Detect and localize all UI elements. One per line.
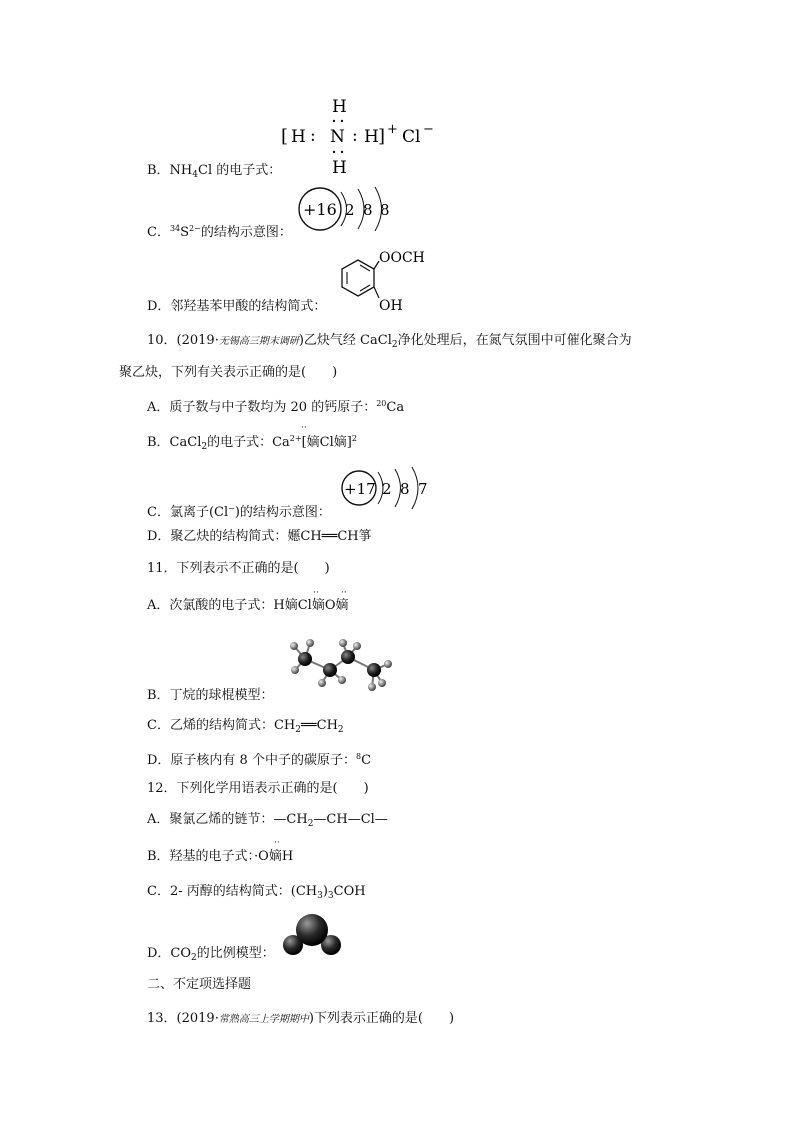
- cl-ion: Cl: [402, 127, 421, 147]
- q12-option-a: A．聚氯乙烯的链节：$—CH_2—CH—Cl—$: [147, 812, 388, 829]
- shell-2: 8: [400, 480, 410, 498]
- q12-option-c: C．2- 丙醇的结构简式：$(CH_3)_3COH$: [147, 884, 366, 901]
- q11-stem: 11．下列表示不正确的是( ): [147, 561, 330, 576]
- h-top: H: [332, 97, 347, 117]
- hydrogen-atom: [290, 642, 298, 650]
- hydrogen-atom: [338, 676, 346, 684]
- shell-1: 2: [382, 480, 392, 498]
- carbon-atom: [298, 652, 312, 666]
- q9-option-b: B．$NH_4Cl$ 的电子式：: [147, 163, 282, 180]
- q11-option-d: D．原子核内有 8 个中子的碳原子：$^8$C: [147, 752, 372, 768]
- cl-charge: −: [423, 122, 434, 137]
- ooch-group: OOCH: [379, 250, 425, 266]
- electron-dot: [341, 151, 343, 153]
- q10-stem-line2: 聚乙炔，下列有关表示正确的是( ): [119, 365, 338, 380]
- s2-ion-structure-diagram: [296, 186, 406, 234]
- q11-option-c: C．乙烯的结构简式：$CH_2══CH_2$: [147, 718, 344, 735]
- shell-3: 8: [380, 201, 390, 219]
- q10-option-b: B．CaCl$_2$的电子式：$Ca^{2+}$[嫡Cl嫡]$^2$: [147, 434, 357, 452]
- electron-dots: ··: [341, 588, 347, 598]
- electron-dots: ··: [274, 838, 280, 848]
- q10-option-c: C．氯离子(Cl−)的结构示意图：: [147, 504, 331, 520]
- q10-stem: 10．(2019·无锡高三期末调研)乙炔气经 CaCl$_2$净化处理后，在氮气氛围中可催化聚合为: [147, 333, 632, 350]
- oh-group: OH: [379, 298, 403, 314]
- carbon-atom: [323, 663, 337, 677]
- h-bottom: H: [332, 158, 347, 178]
- nh4cl-electron-formula: [278, 96, 448, 178]
- q10-option-a: A．质子数与中子数均为 20 的钙原子：$^{20}$Ca: [147, 399, 405, 415]
- co2-space-filling-model: [281, 912, 345, 960]
- nucleus-charge: +16: [303, 200, 337, 219]
- nucleus-charge: +17: [344, 480, 376, 498]
- hydrogen-atom: [291, 666, 299, 674]
- bracket-open: [: [281, 126, 289, 147]
- electron-dots: ··: [313, 588, 319, 598]
- q12-option-b: B．羟基的电子式：·O嫡H: [147, 849, 294, 864]
- q11-option-b: B．丁烷的球棍模型：: [147, 688, 274, 703]
- colon-right: :: [352, 126, 358, 146]
- q12-option-d: D．$CO_2$的比例模型：: [147, 946, 275, 963]
- electron-dots: ··: [301, 423, 307, 433]
- carbon-atom: [367, 663, 381, 677]
- q9-option-d: D．邻羟基苯甲酸的结构简式：: [147, 299, 327, 314]
- q9-option-c: C．$^{34}S^{2-}$的结构示意图：: [147, 224, 292, 240]
- electron-dot: [341, 120, 343, 122]
- q11-option-a: A．次氯酸的电子式：H嫡Cl嫡O嫡: [147, 598, 349, 613]
- hydrogen-atom: [378, 679, 386, 687]
- hydrogen-atom: [384, 660, 392, 668]
- n-atom: N: [330, 127, 345, 147]
- benzene-ring-structure: [336, 246, 436, 318]
- shell-2: 8: [363, 201, 373, 219]
- hydrogen-atom: [318, 679, 326, 687]
- carbon-atom: [341, 650, 355, 664]
- q12-stem: 12．下列化学用语表示正确的是( ): [147, 781, 369, 796]
- hydrogen-atom: [306, 639, 314, 647]
- shell-3: 7: [418, 480, 428, 498]
- hydrogen-atom: [368, 683, 376, 691]
- electron-dot: [333, 151, 335, 153]
- h-right: H: [364, 127, 379, 147]
- colon-left: :: [310, 126, 316, 146]
- q13-stem: 13．(2019·常熟高三上学期期中)下列表示正确的是( ): [147, 1011, 455, 1026]
- electron-dot: [333, 120, 335, 122]
- section-title: 二、不定项选择题: [147, 977, 252, 992]
- q10-option-d: D．聚乙炔的结构简式：嬺CH══CH箏: [147, 529, 372, 544]
- bracket-close: ]: [378, 126, 386, 147]
- hydrogen-atom: [339, 639, 347, 647]
- charge-plus: +: [387, 122, 398, 137]
- cl-ion-structure-diagram: [340, 465, 440, 513]
- hydrogen-atom: [353, 642, 361, 650]
- carbon-atom: [296, 914, 328, 946]
- butane-ball-stick-model: [286, 636, 396, 698]
- h-left: H: [291, 127, 306, 147]
- shell-1: 2: [345, 201, 355, 219]
